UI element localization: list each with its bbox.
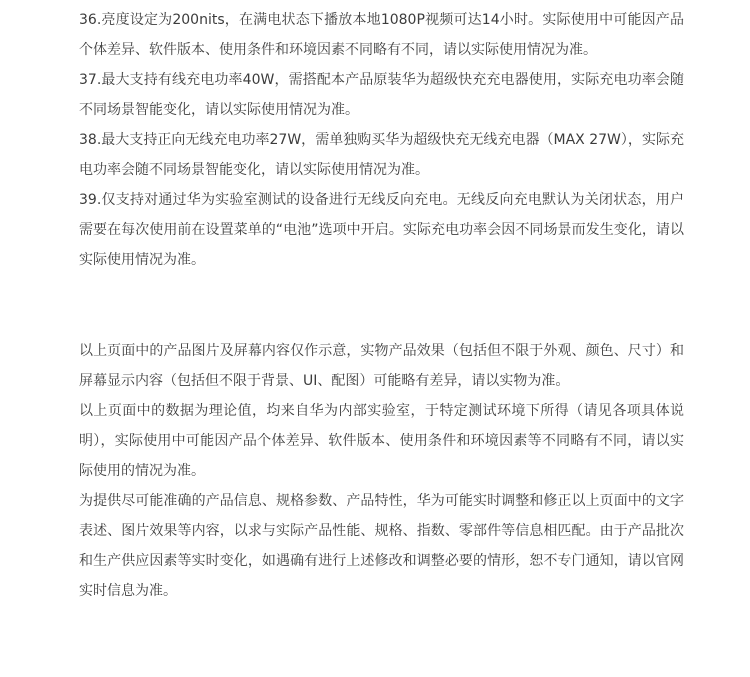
disclaimer-images: 以上页面中的产品图片及屏幕内容仅作示意，实物产品效果（包括但不限于外观、颜色、尺寸）和屏幕显示内容（包括但不限于背景、UI、配图）可能略有差异，请以实物为准。 xyxy=(79,343,684,389)
disclaimer-section xyxy=(79,336,684,606)
disclaimer-data: 以上页面中的数据为理论值，均来自华为内部实验室，于特定测试环境下所得（请见各项具体说明），实际使用中可能因产品个体差异、软件版本、使用条件和环境因素等不同略有不同，请以实际使用的情况为准。 xyxy=(79,403,684,479)
numbered-footnotes xyxy=(79,5,684,275)
footnote-36: 36.亮度设定为200nits，在满电状态下播放本地1080P视频可达14小时。实际使用中可能因产品个体差异、软件版本、使用条件和环境因素不同略有不同，请以实际使用情况为准。 xyxy=(79,12,684,58)
footnote-39: 39.仅支持对通过华为实验室测试的设备进行无线反向充电。无线反向充电默认为关闭状态，用户需要在每次使用前在设置菜单的“电池”选项中开启。实际充电功率会因不同场景而发生变化，请以实际使用情况为准。 xyxy=(79,192,684,268)
footnote-38: 38.最大支持正向无线充电功率27W，需单独购买华为超级快充无线充电器（MAX 27W），实际充电功率会随不同场景智能变化，请以实际使用情况为准。 xyxy=(79,132,684,178)
disclaimer-updates: 为提供尽可能准确的产品信息、规格参数、产品特性，华为可能实时调整和修正以上页面中的文字表述、图片效果等内容，以求与实际产品性能、规格、指数、零部件等信息相匹配。由于产品批次和生产供应因素等实时变化，如遇确有进行上述修改和调整必要的情形，恕不专门通知，请以官网实时信息为准。 xyxy=(79,493,684,599)
footnote-37: 37.最大支持有线充电功率40W，需搭配本产品原装华为超级快充充电器使用，实际充电功率会随不同场景智能变化，请以实际使用情况为准。 xyxy=(79,72,684,118)
